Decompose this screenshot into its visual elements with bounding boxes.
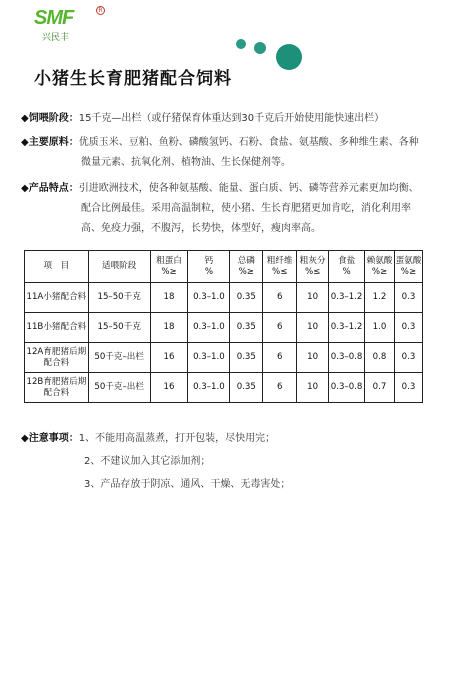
table-cell-lysine: 1.0 bbox=[365, 313, 395, 343]
table-header-cell bbox=[188, 251, 230, 283]
table-cell-phosphorus: 0.35 bbox=[230, 343, 263, 373]
page-title: 小猪生长育肥猪配合饲料 bbox=[34, 69, 232, 89]
header-unit: %≥ bbox=[371, 266, 388, 277]
nutrition-spec-table bbox=[24, 250, 423, 403]
decorative-dot-large bbox=[276, 44, 302, 70]
table-row bbox=[25, 373, 423, 403]
features-line-3: 高、免疫力强，不腹泻，长势快，体型好，瘦肉率高。 bbox=[81, 223, 321, 234]
table-header-cell bbox=[365, 251, 395, 283]
table-cell-methionine: 0.3 bbox=[394, 313, 422, 343]
note-item-3: 3、产品存放于阴凉、通风、干燥、无毒害处； bbox=[84, 479, 291, 490]
table-cell-salt: 0.3–1.2 bbox=[329, 283, 365, 313]
logo-wordmark: ЅMF bbox=[34, 7, 74, 29]
table-cell-protein: 18 bbox=[150, 313, 188, 343]
table-cell-stage: 15–50千克 bbox=[88, 283, 150, 313]
table-cell-item: 11B小猪配合料 bbox=[25, 313, 89, 343]
registered-mark: R bbox=[96, 6, 105, 15]
table-cell-protein: 16 bbox=[150, 343, 188, 373]
table-header-cell bbox=[329, 251, 365, 283]
notes-label: ◆注意事项： bbox=[21, 433, 79, 444]
table-header-cell bbox=[88, 251, 150, 283]
notes-section bbox=[21, 427, 290, 496]
header-unit: %≥ bbox=[238, 266, 254, 277]
logo-subtitle: 兴民丰 bbox=[42, 33, 70, 43]
table-header-cell bbox=[394, 251, 422, 283]
table-body bbox=[25, 283, 423, 403]
table-cell-calcium: 0.3–1.0 bbox=[188, 373, 230, 403]
header-label: 赖氨酸 bbox=[366, 255, 393, 266]
table-cell-fiber: 6 bbox=[263, 343, 297, 373]
header-label: 总磷 bbox=[237, 255, 255, 266]
header-label: 粗灰分 bbox=[299, 255, 326, 266]
table-cell-calcium: 0.3–1.0 bbox=[188, 313, 230, 343]
note-item-1: 1、不能用高温蒸煮，打开包装，尽快用完； bbox=[78, 433, 276, 444]
table-cell-item: 12B育肥猪后期配合料 bbox=[25, 373, 89, 403]
table-cell-ash: 10 bbox=[297, 313, 329, 343]
table-row bbox=[25, 313, 423, 343]
table-cell-methionine: 0.3 bbox=[394, 283, 422, 313]
header-unit: %≤ bbox=[304, 266, 321, 277]
table-cell-phosphorus: 0.35 bbox=[230, 283, 263, 313]
header-label: 钙 bbox=[204, 255, 214, 266]
table-cell-protein: 16 bbox=[150, 373, 188, 403]
table-cell-phosphorus: 0.35 bbox=[230, 373, 263, 403]
header-unit: %≥ bbox=[161, 266, 177, 277]
header-label: 粗蛋白 bbox=[156, 255, 182, 266]
table-cell-calcium: 0.3–1.0 bbox=[188, 283, 230, 313]
brand-logo bbox=[34, 7, 103, 43]
table-cell-lysine: 0.8 bbox=[365, 343, 395, 373]
table-cell-methionine: 0.3 bbox=[394, 343, 422, 373]
note-item-2: 2、不建议加入其它添加剂； bbox=[84, 456, 211, 467]
header-unit: % bbox=[204, 266, 213, 277]
table-cell-item: 12A育肥猪后期配合料 bbox=[25, 343, 89, 373]
ingredients-line-2: 微量元素、抗氧化剂、植物油、生长保健剂等。 bbox=[81, 157, 291, 168]
table-cell-stage: 15–50千克 bbox=[88, 313, 150, 343]
table-cell-methionine: 0.3 bbox=[394, 373, 422, 403]
table-cell-stage: 50千克–出栏 bbox=[88, 373, 150, 403]
table-cell-salt: 0.3–0.8 bbox=[329, 373, 365, 403]
header-label: 粗纤维 bbox=[266, 255, 293, 266]
ingredients-line-1: 优质玉米、豆粕、鱼粉、磷酸氢钙、石粉、食盐、氨基酸、多种维生素、各种 bbox=[78, 137, 419, 148]
table-cell-salt: 0.3–1.2 bbox=[329, 313, 365, 343]
table-header-row bbox=[25, 251, 423, 283]
table-cell-stage: 50千克–出栏 bbox=[88, 343, 150, 373]
table-cell-ash: 10 bbox=[297, 283, 329, 313]
table-header-cell bbox=[150, 251, 188, 283]
feeding-stage-label: ◆饲喂阶段： bbox=[21, 113, 79, 124]
header-label: 食盐 bbox=[337, 255, 356, 266]
table-cell-item: 11A小猪配合料 bbox=[25, 283, 89, 313]
header-unit: %≤ bbox=[272, 266, 288, 277]
header-label: 适喂阶段 bbox=[101, 261, 137, 271]
decorative-dot-medium bbox=[254, 42, 266, 54]
table-header-cell bbox=[25, 251, 89, 283]
table-cell-calcium: 0.3–1.0 bbox=[188, 343, 230, 373]
table-cell-salt: 0.3–0.8 bbox=[329, 343, 365, 373]
ingredients-section bbox=[21, 133, 426, 173]
table-header-cell bbox=[297, 251, 329, 283]
feeding-stage-text: 15千克—出栏（或仔猪保育体重达到30千克后开始使用能快速出栏） bbox=[78, 113, 385, 124]
table-cell-fiber: 6 bbox=[263, 313, 297, 343]
table-cell-fiber: 6 bbox=[263, 373, 297, 403]
table-header-cell bbox=[263, 251, 297, 283]
features-label: ◆产品特点： bbox=[21, 183, 79, 194]
table-header-cell bbox=[230, 251, 263, 283]
features-section bbox=[21, 179, 426, 239]
table-cell-fiber: 6 bbox=[263, 283, 297, 313]
feeding-stage-section bbox=[21, 109, 421, 129]
table-row bbox=[25, 343, 423, 373]
header-unit: %≥ bbox=[400, 266, 417, 277]
features-line-2: 配合比例最佳。采用高温制粒，使小猪、生长育肥猪更加肯吃，消化利用率 bbox=[81, 203, 411, 214]
decorative-dot-small bbox=[236, 39, 246, 49]
header-label: 蛋氨酸 bbox=[395, 255, 422, 266]
table-cell-protein: 18 bbox=[150, 283, 188, 313]
table-cell-phosphorus: 0.35 bbox=[230, 313, 263, 343]
ingredients-label: ◆主要原料： bbox=[21, 137, 79, 148]
table-cell-lysine: 1.2 bbox=[365, 283, 395, 313]
table-cell-lysine: 0.7 bbox=[365, 373, 395, 403]
table-cell-ash: 10 bbox=[297, 373, 329, 403]
features-line-1: 引进欧洲技术，使各种氨基酸、能量、蛋白质、钙、磷等营养元素更加均衡、 bbox=[78, 183, 419, 194]
table-row bbox=[25, 283, 423, 313]
header-label: 项 目 bbox=[43, 261, 70, 271]
table-cell-ash: 10 bbox=[297, 343, 329, 373]
header-unit: % bbox=[342, 266, 351, 277]
